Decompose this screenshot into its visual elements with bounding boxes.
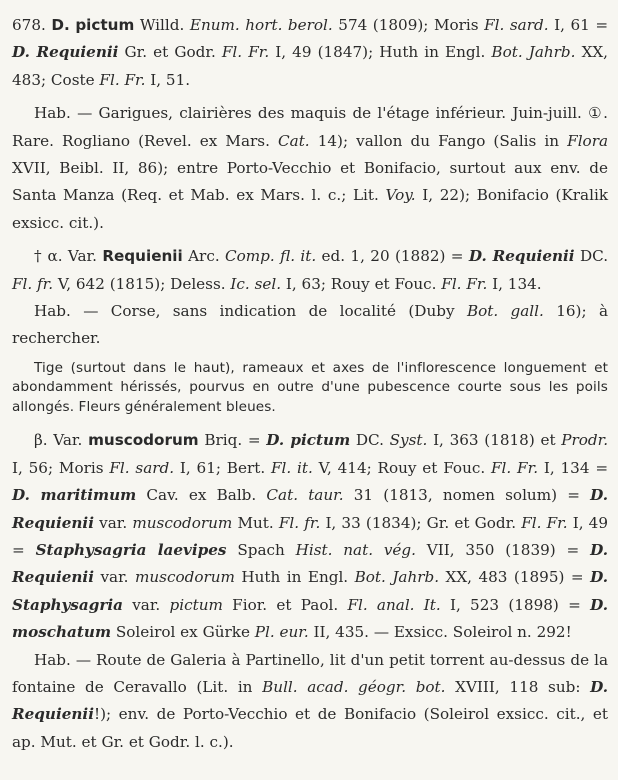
variety-name: Requienii [102, 247, 183, 266]
synonym: D. Staphysagria [12, 568, 608, 614]
species-epithet: pictum [75, 16, 135, 34]
synonym: D. Requienii [12, 541, 609, 587]
habitat-paragraph-3: Hab. — Route de Galeria à Partinello, lit d'un petit torrent au-dessus de la fontaine de Ceravallo (Lit. in Bull. acad. géogr. bot. XVIII, 118 sub: D. Requienii!); env. de Porto-Vecchio et de Bonifacio (Soleirol exsicc. cit., et ap. Mut. et Gr. et Godr. l. c.). [12, 650, 609, 751]
variety-beta: β. Var. muscodorum Briq. = D. pictum DC. Syst. I, 363 (1818) et Prodr. I, 56; Moris Fl. sard. I, 61; Bert. Fl. it. V, 414; Rouy et Fouc. Fl. Fr. I, 134 = D. maritimum Cav. ex Balb. Cat. taur. 31 (1813, nomen solum) = D. Requienii var. muscodorum Mut. Fl. fr. I, 33 (1834); Gr. et Godr. Fl. Fr. I, 49 = Staphysagria laevipes Spach Hist. nat. vég. VII, 350 (1839) = D. Requienii var. muscodorum Huth in Engl. Bot. Jahrb. XX, 483 (1895) = D. Staphysagria var. pictum Fior. et Paol. Fl. anal. It. I, 523 (1898) = D. moschatum Soleirol ex Gürke Pl. eur. II, 435. — Exsicc. Soleirol n. 292! [12, 431, 609, 642]
variety-name: muscodorum [88, 431, 199, 450]
description-note: Tige (surtout dans le haut), rameaux et axes de l'inflorescence longuement et abondamment hérissés, pourvus en outre d'une pubescence courte sous les poils allongés. Fleurs généralement bleues. [12, 359, 608, 415]
synonym: D. Requienii [12, 486, 609, 532]
synonym: D. Requienii [468, 247, 575, 266]
synonym: D. Requienii [12, 678, 609, 724]
genus-abbr: D. [51, 16, 70, 34]
synonym: D. Requienii [12, 43, 119, 62]
synonym: D. maritimum [12, 486, 137, 505]
habitat-paragraph-2: Hab. — Corse, sans indication de localité (Duby Bot. gall. 16); à rechercher. [12, 302, 609, 348]
synonym: D. pictum [266, 431, 351, 450]
entry-number: 678. [12, 16, 46, 34]
variety-alpha: † α. Var. Requienii Arc. Comp. fl. it. ed. 1, 20 (1882) = D. Requienii DC. Fl. fr. V, 642 (1815); Deless. Ic. sel. I, 63; Rouy et Fouc. Fl. Fr. I, 134. [12, 247, 609, 293]
species-entry: 678. D. pictum Willd. Enum. hort. berol. 574 (1809); Moris Fl. sard. I, 61 = D. Requienii Gr. et Godr. Fl. Fr. I, 49 (1847); Huth in Engl. Bot. Jahrb. XX, 483; Coste Fl. Fr. I, 51. [12, 16, 609, 89]
habitat-paragraph-1: Hab. — Garigues, clairières des maquis de l'étage inférieur. Juin-juill. ①. Rare. Rogliano (Revel. ex Mars. Cat. 14); vallon du Fango (Salis in Flora XVII, Beibl. II, 86); entre Porto-Vecchio et Bonifacio, surtout aux env. de Santa Manza (Req. et Mab. ex Mars. l. c.; Lit. Voy. I, 22); Bonifacio (Kralik exsicc. cit.). [12, 104, 609, 232]
synonym: D. moschatum [12, 595, 608, 642]
synonym: Staphysagria laevipes [35, 541, 227, 559]
